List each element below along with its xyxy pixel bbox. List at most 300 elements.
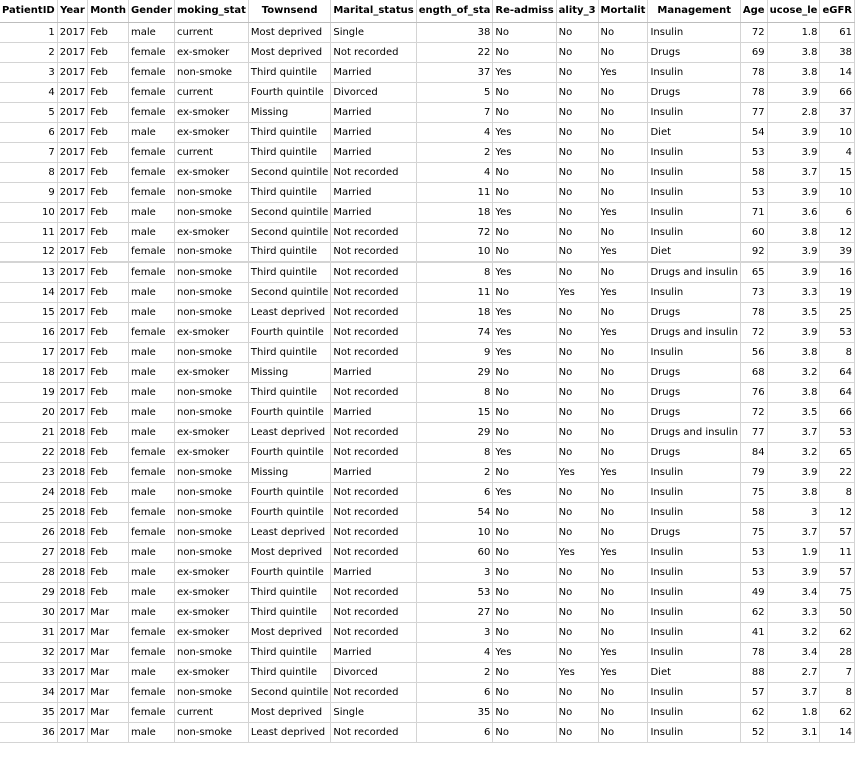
table-cell[interactable]: 20 — [0, 402, 57, 422]
table-cell[interactable]: Diet — [648, 662, 740, 682]
table-cell[interactable]: 58 — [740, 162, 767, 182]
table-cell[interactable]: No — [556, 162, 598, 182]
table-cell[interactable]: Insulin — [648, 602, 740, 622]
table-cell[interactable]: Married — [331, 102, 416, 122]
table-cell[interactable]: No — [598, 502, 648, 522]
table-cell[interactable]: current — [175, 702, 249, 722]
table-cell[interactable]: Third quintile — [248, 122, 330, 142]
table-cell[interactable]: 3.8 — [767, 222, 820, 242]
table-cell[interactable]: No — [598, 342, 648, 362]
table-cell[interactable]: female — [129, 62, 175, 82]
table-cell[interactable]: 62 — [820, 702, 855, 722]
table-cell[interactable]: No — [556, 122, 598, 142]
table-cell[interactable]: 49 — [740, 582, 767, 602]
table-cell[interactable]: 34 — [0, 682, 57, 702]
table-cell[interactable]: 62 — [740, 602, 767, 622]
table-cell[interactable]: 2017 — [57, 322, 87, 342]
table-cell[interactable]: Second quintile — [248, 222, 330, 242]
table-cell[interactable]: Feb — [88, 442, 129, 462]
table-cell[interactable]: Yes — [556, 282, 598, 302]
table-cell[interactable]: Drugs — [648, 302, 740, 322]
table-cell[interactable]: No — [556, 62, 598, 82]
table-cell[interactable]: Not recorded — [331, 222, 416, 242]
table-cell[interactable]: 22 — [416, 42, 493, 62]
table-cell[interactable]: No — [598, 102, 648, 122]
table-cell[interactable]: 10 — [820, 182, 855, 202]
table-cell[interactable]: No — [598, 402, 648, 422]
table-cell[interactable]: 3.9 — [767, 462, 820, 482]
table-cell[interactable]: Insulin — [648, 62, 740, 82]
table-cell[interactable]: Not recorded — [331, 542, 416, 562]
table-cell[interactable]: 58 — [740, 502, 767, 522]
table-cell[interactable]: 11 — [416, 282, 493, 302]
table-cell[interactable]: No — [493, 82, 556, 102]
table-cell[interactable]: 56 — [740, 342, 767, 362]
table-cell[interactable]: Third quintile — [248, 662, 330, 682]
table-cell[interactable]: 2017 — [57, 62, 87, 82]
table-cell[interactable]: current — [175, 82, 249, 102]
table-cell[interactable]: 1 — [0, 22, 57, 42]
table-cell[interactable]: 78 — [740, 82, 767, 102]
table-cell[interactable]: Yes — [493, 142, 556, 162]
table-cell[interactable]: No — [598, 262, 648, 282]
table-cell[interactable]: No — [598, 562, 648, 582]
table-cell[interactable]: No — [556, 142, 598, 162]
table-cell[interactable]: Insulin — [648, 202, 740, 222]
table-cell[interactable]: current — [175, 142, 249, 162]
table-cell[interactable]: 8 — [416, 442, 493, 462]
table-cell[interactable]: No — [556, 702, 598, 722]
table-cell[interactable]: Mar — [88, 622, 129, 642]
table-cell[interactable]: non-smoke — [175, 302, 249, 322]
table-cell[interactable]: Drugs — [648, 82, 740, 102]
table-cell[interactable]: Mar — [88, 642, 129, 662]
table-cell[interactable]: male — [129, 662, 175, 682]
table-cell[interactable]: No — [493, 422, 556, 442]
table-cell[interactable]: 74 — [416, 322, 493, 342]
table-cell[interactable]: No — [556, 722, 598, 742]
table-cell[interactable]: 6 — [0, 122, 57, 142]
table-cell[interactable]: Married — [331, 122, 416, 142]
table-cell[interactable]: 54 — [416, 502, 493, 522]
table-cell[interactable]: No — [493, 382, 556, 402]
table-cell[interactable]: 2.8 — [767, 102, 820, 122]
column-header[interactable]: moking_stat — [175, 0, 249, 22]
table-cell[interactable]: 8 — [416, 382, 493, 402]
table-cell[interactable]: Most deprived — [248, 22, 330, 42]
table-cell[interactable]: Feb — [88, 562, 129, 582]
table-cell[interactable]: No — [556, 402, 598, 422]
table-cell[interactable]: No — [556, 362, 598, 382]
table-cell[interactable]: Fourth quintile — [248, 82, 330, 102]
table-cell[interactable]: Feb — [88, 322, 129, 342]
table-cell[interactable]: ex-smoker — [175, 162, 249, 182]
table-cell[interactable]: 5 — [0, 102, 57, 122]
table-cell[interactable]: 60 — [740, 222, 767, 242]
table-cell[interactable]: No — [493, 622, 556, 642]
table-cell[interactable]: ex-smoker — [175, 622, 249, 642]
table-cell[interactable]: No — [493, 402, 556, 422]
table-cell[interactable]: Not recorded — [331, 42, 416, 62]
table-cell[interactable]: Drugs and insulin — [648, 262, 740, 282]
table-cell[interactable]: No — [493, 222, 556, 242]
table-cell[interactable]: ex-smoker — [175, 562, 249, 582]
table-cell[interactable]: Married — [331, 202, 416, 222]
table-cell[interactable]: 2018 — [57, 522, 87, 542]
table-cell[interactable]: Yes — [556, 662, 598, 682]
table-cell[interactable]: Feb — [88, 22, 129, 42]
table-cell[interactable]: 3.8 — [767, 62, 820, 82]
table-cell[interactable]: No — [556, 522, 598, 542]
table-cell[interactable]: 28 — [820, 642, 855, 662]
table-cell[interactable]: Yes — [598, 642, 648, 662]
table-cell[interactable]: No — [493, 22, 556, 42]
table-cell[interactable]: Married — [331, 402, 416, 422]
table-cell[interactable]: ex-smoker — [175, 662, 249, 682]
table-cell[interactable]: 3.7 — [767, 162, 820, 182]
table-cell[interactable]: Not recorded — [331, 722, 416, 742]
table-cell[interactable]: Not recorded — [331, 262, 416, 282]
table-cell[interactable]: Fourth quintile — [248, 402, 330, 422]
table-cell[interactable]: No — [598, 422, 648, 442]
table-cell[interactable]: 53 — [416, 582, 493, 602]
table-cell[interactable]: 3.8 — [767, 42, 820, 62]
table-cell[interactable]: No — [556, 262, 598, 282]
table-cell[interactable]: 2017 — [57, 142, 87, 162]
table-cell[interactable]: ex-smoker — [175, 582, 249, 602]
table-cell[interactable]: male — [129, 22, 175, 42]
table-cell[interactable]: 3.3 — [767, 282, 820, 302]
table-cell[interactable]: 2017 — [57, 602, 87, 622]
table-cell[interactable]: Married — [331, 642, 416, 662]
table-cell[interactable]: No — [598, 602, 648, 622]
table-cell[interactable]: 3.8 — [767, 382, 820, 402]
table-cell[interactable]: 75 — [740, 482, 767, 502]
table-cell[interactable]: No — [556, 342, 598, 362]
table-cell[interactable]: No — [556, 242, 598, 262]
table-cell[interactable]: Not recorded — [331, 342, 416, 362]
table-cell[interactable]: Yes — [598, 542, 648, 562]
table-cell[interactable]: Married — [331, 362, 416, 382]
table-cell[interactable]: Third quintile — [248, 262, 330, 282]
table-cell[interactable]: Least deprived — [248, 522, 330, 542]
table-cell[interactable]: 28 — [0, 562, 57, 582]
table-cell[interactable]: female — [129, 102, 175, 122]
table-cell[interactable]: No — [493, 502, 556, 522]
table-cell[interactable]: female — [129, 642, 175, 662]
table-cell[interactable]: Insulin — [648, 582, 740, 602]
table-cell[interactable]: ex-smoker — [175, 122, 249, 142]
table-cell[interactable]: Insulin — [648, 482, 740, 502]
table-cell[interactable]: 2017 — [57, 622, 87, 642]
table-cell[interactable]: male — [129, 402, 175, 422]
table-cell[interactable]: Insulin — [648, 222, 740, 242]
table-cell[interactable]: 7 — [416, 102, 493, 122]
table-cell[interactable]: 54 — [740, 122, 767, 142]
table-cell[interactable]: No — [493, 542, 556, 562]
table-cell[interactable]: Most deprived — [248, 542, 330, 562]
table-cell[interactable]: 3.6 — [767, 202, 820, 222]
table-cell[interactable]: 78 — [740, 302, 767, 322]
table-cell[interactable]: Yes — [493, 262, 556, 282]
column-header[interactable]: Marital_status — [331, 0, 416, 22]
table-cell[interactable]: 8 — [820, 482, 855, 502]
table-cell[interactable]: No — [493, 522, 556, 542]
table-cell[interactable]: 2018 — [57, 422, 87, 442]
table-cell[interactable]: Missing — [248, 102, 330, 122]
table-cell[interactable]: 15 — [0, 302, 57, 322]
table-cell[interactable]: 35 — [0, 702, 57, 722]
table-cell[interactable]: 15 — [820, 162, 855, 182]
table-cell[interactable]: Feb — [88, 142, 129, 162]
table-cell[interactable]: 2 — [0, 42, 57, 62]
table-cell[interactable]: No — [493, 462, 556, 482]
table-cell[interactable]: Yes — [493, 202, 556, 222]
table-cell[interactable]: 2017 — [57, 702, 87, 722]
table-cell[interactable]: 72 — [740, 22, 767, 42]
table-cell[interactable]: non-smoke — [175, 682, 249, 702]
table-cell[interactable]: male — [129, 302, 175, 322]
table-cell[interactable]: 3 — [0, 62, 57, 82]
table-cell[interactable]: Most deprived — [248, 622, 330, 642]
table-cell[interactable]: Not recorded — [331, 522, 416, 542]
table-cell[interactable]: 3.9 — [767, 262, 820, 282]
table-cell[interactable]: 60 — [416, 542, 493, 562]
table-cell[interactable]: female — [129, 242, 175, 262]
table-cell[interactable]: Third quintile — [248, 602, 330, 622]
table-cell[interactable]: 2017 — [57, 122, 87, 142]
table-cell[interactable]: 2017 — [57, 22, 87, 42]
table-cell[interactable]: 29 — [416, 422, 493, 442]
table-cell[interactable]: Fourth quintile — [248, 562, 330, 582]
table-cell[interactable]: 3 — [767, 502, 820, 522]
table-cell[interactable]: non-smoke — [175, 462, 249, 482]
column-header[interactable]: Re-admiss — [493, 0, 556, 22]
table-cell[interactable]: male — [129, 342, 175, 362]
table-cell[interactable]: 2017 — [57, 722, 87, 742]
table-cell[interactable]: No — [556, 22, 598, 42]
table-cell[interactable]: 3.9 — [767, 122, 820, 142]
table-cell[interactable]: Drugs — [648, 382, 740, 402]
table-cell[interactable]: Insulin — [648, 142, 740, 162]
table-cell[interactable]: No — [493, 582, 556, 602]
table-cell[interactable]: No — [493, 662, 556, 682]
table-cell[interactable]: 71 — [740, 202, 767, 222]
table-cell[interactable]: 2018 — [57, 482, 87, 502]
table-cell[interactable]: Insulin — [648, 542, 740, 562]
table-cell[interactable]: 1.9 — [767, 542, 820, 562]
table-cell[interactable]: No — [556, 442, 598, 462]
table-cell[interactable]: 3.9 — [767, 82, 820, 102]
table-cell[interactable]: 52 — [740, 722, 767, 742]
table-cell[interactable]: Feb — [88, 282, 129, 302]
table-cell[interactable]: No — [493, 42, 556, 62]
table-cell[interactable]: 29 — [416, 362, 493, 382]
table-cell[interactable]: No — [556, 622, 598, 642]
table-cell[interactable]: 7 — [820, 662, 855, 682]
column-header[interactable]: Mortalit — [598, 0, 648, 22]
table-cell[interactable]: Third quintile — [248, 382, 330, 402]
table-cell[interactable]: Insulin — [648, 502, 740, 522]
table-cell[interactable]: 69 — [740, 42, 767, 62]
table-cell[interactable]: No — [556, 82, 598, 102]
table-cell[interactable]: non-smoke — [175, 502, 249, 522]
table-cell[interactable]: 22 — [820, 462, 855, 482]
column-header[interactable]: ength_of_sta — [416, 0, 493, 22]
table-cell[interactable]: Third quintile — [248, 342, 330, 362]
table-cell[interactable]: female — [129, 82, 175, 102]
table-cell[interactable]: 3.9 — [767, 322, 820, 342]
table-cell[interactable]: 3.2 — [767, 442, 820, 462]
table-cell[interactable]: No — [556, 42, 598, 62]
table-cell[interactable]: 1.8 — [767, 702, 820, 722]
table-cell[interactable]: No — [598, 302, 648, 322]
table-cell[interactable]: female — [129, 502, 175, 522]
column-header[interactable]: Townsend — [248, 0, 330, 22]
table-cell[interactable]: Drugs — [648, 522, 740, 542]
table-cell[interactable]: Insulin — [648, 342, 740, 362]
table-cell[interactable]: Fourth quintile — [248, 482, 330, 502]
table-cell[interactable]: No — [556, 422, 598, 442]
table-cell[interactable]: Insulin — [648, 462, 740, 482]
table-cell[interactable]: 32 — [0, 642, 57, 662]
table-cell[interactable]: 37 — [416, 62, 493, 82]
table-cell[interactable]: 57 — [820, 562, 855, 582]
table-cell[interactable]: 65 — [820, 442, 855, 462]
table-cell[interactable]: Yes — [493, 442, 556, 462]
table-cell[interactable]: male — [129, 382, 175, 402]
table-cell[interactable]: Missing — [248, 362, 330, 382]
table-cell[interactable]: Not recorded — [331, 162, 416, 182]
table-cell[interactable]: Insulin — [648, 642, 740, 662]
table-cell[interactable]: Yes — [598, 282, 648, 302]
table-cell[interactable]: Mar — [88, 682, 129, 702]
table-cell[interactable]: 61 — [820, 22, 855, 42]
table-cell[interactable]: 2018 — [57, 562, 87, 582]
table-cell[interactable]: 3.5 — [767, 402, 820, 422]
table-cell[interactable]: Feb — [88, 162, 129, 182]
table-cell[interactable]: ex-smoker — [175, 602, 249, 622]
table-cell[interactable]: 33 — [0, 662, 57, 682]
table-cell[interactable]: non-smoke — [175, 262, 249, 282]
table-cell[interactable]: Most deprived — [248, 42, 330, 62]
table-cell[interactable]: female — [129, 262, 175, 282]
table-cell[interactable]: No — [598, 82, 648, 102]
table-cell[interactable]: 92 — [740, 242, 767, 262]
table-cell[interactable]: Not recorded — [331, 622, 416, 642]
table-cell[interactable]: 9 — [0, 182, 57, 202]
table-cell[interactable]: 2018 — [57, 442, 87, 462]
table-cell[interactable]: Third quintile — [248, 582, 330, 602]
table-cell[interactable]: 15 — [416, 402, 493, 422]
table-cell[interactable]: 2018 — [57, 502, 87, 522]
table-cell[interactable]: 29 — [0, 582, 57, 602]
table-cell[interactable]: 18 — [416, 302, 493, 322]
table-cell[interactable]: Feb — [88, 122, 129, 142]
table-cell[interactable]: No — [598, 182, 648, 202]
table-cell[interactable]: 2017 — [57, 102, 87, 122]
column-header[interactable]: PatientID — [0, 0, 57, 22]
table-cell[interactable]: No — [493, 102, 556, 122]
table-cell[interactable]: non-smoke — [175, 382, 249, 402]
table-cell[interactable]: ex-smoker — [175, 102, 249, 122]
table-cell[interactable]: 2017 — [57, 362, 87, 382]
table-cell[interactable]: Insulin — [648, 622, 740, 642]
table-cell[interactable]: male — [129, 222, 175, 242]
table-cell[interactable]: Mar — [88, 722, 129, 742]
column-header[interactable]: Year — [57, 0, 87, 22]
table-cell[interactable]: 14 — [0, 282, 57, 302]
table-cell[interactable]: No — [493, 162, 556, 182]
table-cell[interactable]: Feb — [88, 542, 129, 562]
table-cell[interactable]: 36 — [0, 722, 57, 742]
table-cell[interactable]: 35 — [416, 702, 493, 722]
table-cell[interactable]: 16 — [0, 322, 57, 342]
table-cell[interactable]: Yes — [493, 642, 556, 662]
table-cell[interactable]: No — [493, 562, 556, 582]
table-cell[interactable]: non-smoke — [175, 402, 249, 422]
table-cell[interactable]: 2017 — [57, 202, 87, 222]
table-cell[interactable]: 2 — [416, 662, 493, 682]
table-cell[interactable]: 4 — [416, 122, 493, 142]
table-cell[interactable]: 77 — [740, 102, 767, 122]
table-cell[interactable]: 2017 — [57, 42, 87, 62]
column-header[interactable]: eGFR — [820, 0, 855, 22]
table-cell[interactable]: Married — [331, 62, 416, 82]
table-cell[interactable]: female — [129, 142, 175, 162]
table-cell[interactable]: Divorced — [331, 82, 416, 102]
table-cell[interactable]: No — [598, 482, 648, 502]
table-cell[interactable]: 3 — [416, 562, 493, 582]
table-cell[interactable]: Yes — [493, 482, 556, 502]
column-header[interactable]: Management — [648, 0, 740, 22]
table-cell[interactable]: 72 — [416, 222, 493, 242]
table-cell[interactable]: 76 — [740, 382, 767, 402]
table-cell[interactable]: non-smoke — [175, 182, 249, 202]
table-cell[interactable]: Yes — [556, 542, 598, 562]
table-cell[interactable]: 3.9 — [767, 562, 820, 582]
table-cell[interactable]: No — [598, 682, 648, 702]
table-cell[interactable]: No — [598, 122, 648, 142]
table-cell[interactable]: 18 — [0, 362, 57, 382]
table-cell[interactable]: Yes — [598, 202, 648, 222]
table-cell[interactable]: Diet — [648, 122, 740, 142]
table-cell[interactable]: 3.7 — [767, 422, 820, 442]
table-cell[interactable]: Drugs — [648, 442, 740, 462]
table-cell[interactable]: Not recorded — [331, 442, 416, 462]
table-cell[interactable]: 50 — [820, 602, 855, 622]
table-cell[interactable]: Feb — [88, 362, 129, 382]
table-cell[interactable]: non-smoke — [175, 522, 249, 542]
table-cell[interactable]: 27 — [416, 602, 493, 622]
table-cell[interactable]: 2 — [416, 462, 493, 482]
table-cell[interactable]: 16 — [820, 262, 855, 282]
table-cell[interactable]: Feb — [88, 342, 129, 362]
table-cell[interactable]: Least deprived — [248, 722, 330, 742]
table-cell[interactable]: 2018 — [57, 462, 87, 482]
table-cell[interactable]: Yes — [598, 322, 648, 342]
table-cell[interactable]: Yes — [598, 662, 648, 682]
table-cell[interactable]: 72 — [740, 322, 767, 342]
table-cell[interactable]: 8 — [416, 262, 493, 282]
table-cell[interactable]: 65 — [740, 262, 767, 282]
column-header[interactable]: Month — [88, 0, 129, 22]
table-cell[interactable]: 77 — [740, 422, 767, 442]
table-cell[interactable]: non-smoke — [175, 242, 249, 262]
table-cell[interactable]: 3.3 — [767, 602, 820, 622]
table-cell[interactable]: ex-smoker — [175, 362, 249, 382]
table-cell[interactable]: non-smoke — [175, 722, 249, 742]
